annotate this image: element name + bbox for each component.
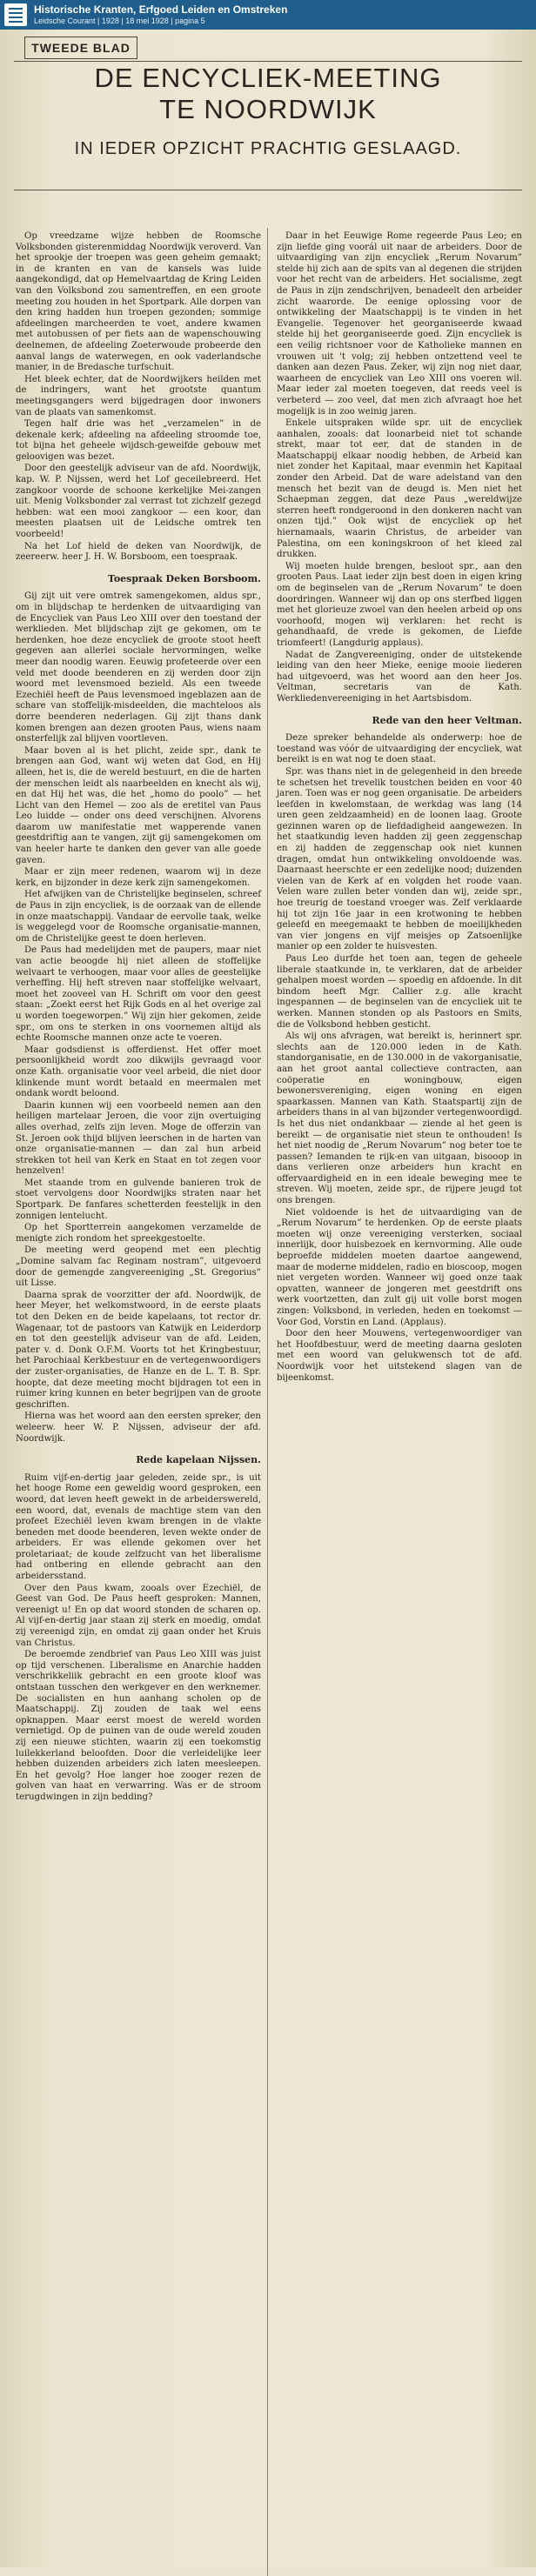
paragraph: Nadat de Zangvereeniging, onder de uitstekende leiding van den heer Mieke, eenige mooie liederen had uitgevoerd, was het woord aan den heer Jos. Veltman, secretaris van de Kath. Werkliedenvereeniging in het Aartsbisdom. — [277, 650, 522, 704]
paragraph: Het bleek echter, dat de Noordwijkers heilden met de indringers, want het grootste quantum meetingsgangers werd bijgedragen door inwoners van de plaats van samenkomst. — [16, 374, 261, 417]
headline-line-1: DE ENCYCLIEK-MEETING — [94, 63, 442, 93]
viewer-header — [0, 0, 536, 30]
viewer-subtitle: Leidsche Courant | 1928 | 18 mei 1928 | pagina 5 — [34, 17, 205, 25]
paragraph: Maar er zijn meer redenen, waarom wij in deze kerk, en bijzonder in deze kerk zijn samengekomen. — [16, 867, 261, 888]
paragraph: Op vreedzame wijze hebben de Roomsche Volksbonden gisterenmiddag Noordwijk veroverd. Van het sprookje der troepen was geen geheim gemaakt; in de kranten en van de kansels was luide aangekondigd, dat op Hemelvaartdag de Kring Leiden van den Volksbond zou samentreffen, en een groote meeting zou houden in het Sportpark. Alle dorpen van den kring hadden hun troepen gezonden; sommige afdeelingen marcheerden te voet, andere kwamen met autobussen of per fiets aan de wapenschouwing deelnemen, de afdeeling Zoeterwoude probeerde den aanval langs de waterwegen, en ook vaderlandsche manier, in de Bredasche turfschuit. — [16, 231, 261, 373]
left-column — [16, 231, 261, 1805]
paragraph: Met staande trom en gulvende banieren trok de stoet vervolgens door Noordwijks straten naar het Sportpark. De fanfares schetterden feestelijk in den zonnigen lentelucht. — [16, 1178, 261, 1221]
subheading: Rede kapelaan Nijssen. — [136, 1454, 261, 1466]
paragraph: Na het Lof hield de deken van Noordwijk, de zeereerw. heer J. H. W. Borsboom, een toespraak. — [16, 541, 261, 563]
paragraph: Daar in het Eeuwige Rome regeerde Paus Leo; en zijn liefde ging voorál uit naar de arbeiders. Door de uitvaardiging van zijn encycliek „Rerum Novarum” stelde hij zich aan de spits van al degenen die strijden voor het recht van de arbeiders. Het socialisme, zegt de Paus in zijn zendschrijven, benadeelt den arbeider zicht waarorde. De eenige oplossing voor de ontwikkeling der Maatschappij is te vinden in het Evangelie. Tegenover het georganiseerde kwaad stelde hij het georganiseerde goed. Zijn encycliek is een veilig richtsnoer voor de Katholieke mannen en vrouwen uit 't volg; zij hebben ontzettend veel te danken aan dezen Paus. Zeker, wij zijn nog niet daar, waarheen de encycliek van Leo XIII ons voeren wil. Maar ieder zal moeten toegeven, dat reeds veel is verbeterd — zoo veel, dat men zich afvraagt hoe het mogelijk is in zoo weinig jaren. — [277, 231, 522, 417]
headline-block — [0, 63, 536, 160]
paragraph: Maar godsdienst is offerdienst. Het offer moet persoonlijkheid wordt zoo dikwijls gevraagd voor onze Kath. organisatie voor veel arbeid, die niet door klinkende munt wordt betaald en meermalen met ondank wordt beloond. — [16, 1044, 261, 1099]
paragraph: Door den heer Mouwens, vertegenwoordiger van het Hoofdbestuur, werd de meeting daarna gesloten met een woord van gelukwensch tot de afd. Noordwijk voor het uitstekend slagen van de bijeenkomst. — [277, 1329, 522, 1383]
paragraph: Daarna sprak de voorzitter der afd. Noordwijk, de heer Meyer, het welkomstwoord, in de eerste plaats tot den Deken en de beide kapelaans, tot rector dr. Wagenaar, tot de pastoors van Katwijk en Leiderdorp en tot den geestelijk adviseur van de afd. Leiden, pater v. d. Donk O.F.M. Voorts tot het Kringbestuur, het Parochiaal Kerkbestuur en de vertegenwoordigers der zuster-organisaties, de Hanze en de L. T. B. Spr. hoopte, dat deze meeting mocht bijdragen tot een in ruimer kring kunnen en beter begrijpen van de groote geschriften. — [16, 1290, 261, 1410]
column-divider — [267, 228, 268, 2576]
section-label: TWEEDE BLAD — [24, 37, 137, 59]
paragraph: Enkele uitspraken wilde spr. uit de encycliek aanhalen, zooals: dat loonarbeid niet tot schande strekt, maar tot eer, dat de standen in de Maatschappij elkaar noodig hebben, de Arbeid kan niet zonder het Kapitaal, maar evenmin het Kapitaal zonder den Arbeid. Dat de ware adelstand van den mensch het bezit van de deugd is. Men niet het Schaepman zeggen, dat deze Paus „wereldwijze sterren heeft rondgeroond in den donkeren nacht van onzen tijd.” Ook wijst de encycliek op het hiernamaals, waarin Christus, de arbeider van Palestina, om een koningskroon of het kleed zal drukken. — [277, 418, 522, 560]
paragraph: Maar boven al is het plicht, zeide spr., dank te brengen aan God, want wij weten dat God, en Hij alleen, het is, die de wereld bestuurt, en die de harten der menschen leidt als naarbeelden en knecht als wij, en dat Hij het was, die het „homo do poolo” — het Licht van den Hemel — zoo als de eretitel van Paus Leo luidde — onder ons deed verschijnen. Alvorens daarom uw manifestatie met wapperende vanen geestdriftig aan te vangen, zijt gij samengekomen om van heeler harte te danken den gever van alle goede gaven. — [16, 745, 261, 865]
paragraph: Gij zijt uit vere omtrek samengekomen, aldus spr., om in blijdschap te herdenken de uitvaardiging van de Encycliek van Paus Leo XIII over den toestand der werklieden. Met blijdschap zijt ge gekomen, om te herdenken, hoe deze encycliek de groote stoot heeft gegeven aan allerlei sociale hervormingen, welke meer dan noodig waren. Eeuwig profeteerde over een veld met doode beenderen en zij werden door zijn woord met levensmoed bezield. Als een tweede Ezechiël heeft de Paus levensmoed ingeblazen aan de schare van stoffelijk-misdeelden, die machteloos als dorre beenderen nederlagen. Gij zijt thans dank komen brengen aan dezen grooten Paus, wiens naam onsterfelijk zal blijven voortleven. — [16, 591, 261, 744]
paragraph: Op het Sportterrein aangekomen verzamelde de menigte zich rondom het spreekgestoelte. — [16, 1223, 261, 1244]
paragraph: Hierna was het woord aan den eersten spreker, den weleerw. heer W. P. Nijssen, adviseur der afd. Noordwijk. — [16, 1411, 261, 1444]
paragraph: De Paus had medelijden met de paupers, maar niet van actie beoogde hij niet alleen de stoffelijke welvaart te verhoogen, maar voor alles de geestelijke verheffing. Hij heft streven naar stoffelijke welvaart, moet het zooveel van H. Schrift om voor den geest staan: „Zoekt eerst het Rijk Gods en al het overige zal u worden toegeworpen.” Wij zijn hier gekomen, zeide spr., om ons te sterken in ons voornemen altijd als echte Roomsche mannen onze acte te voeren. — [16, 945, 261, 1044]
paragraph: Paus Leo durfde het toen aan, tegen de geheele liberale staatkunde in, te verklaren, dat de arbeider gehalpen moest worden — spoedig en afdoende. In dit bindom heeft Mgr. Callier z.g. alle kracht ingespannen — de beginselen van de encycliek uit te werken. Mannen stonden op als Pastoors en Smits, die de Volksbond hebben gesticht. — [277, 954, 522, 1030]
paragraph: Niet voldoende is het de uitvaardiging van de „Rerum Novarum” te herdenken. Op de eerste plaats moeten wij onze vereeniging versterken, sociaal innerlijk, door huisbezoek en kernvorming. Alle oude beproefde middelen moeten daartoe aangewend, maar de moderne middelen, radio en bioscoop, mogen niet vergeten worden. Wanneer wij goed onze taak opvatten, wanneer de jongeren met geestdrift ons werk voortzetten, dan zult gij uit volle borst mogen zingen: Volksbond, in verleden, heden en toekomst — Voor God, Vorstin en Land. (Applaus). — [277, 1207, 523, 1327]
newspaper-page — [0, 30, 536, 2567]
headline-subtitle: IN IEDER OPZICHT PRACHTIG GESLAAGD. — [74, 139, 462, 158]
subheading: Rede van den heer Veltman. — [372, 714, 522, 726]
paragraph: Tegen half drie was het „verzamelen” in de dekenale kerk; afdeeling na afdeeling stroomde toe, tot bijna het geheele wijdsch-geweifde gebouw met geloovigen was bezet. — [16, 419, 261, 462]
paragraph: De beroemde zendbrief van Paus Leo XIII was juist op tijd verschenen. Liberalisme en Anarchie hadden verschrikkeliik gebracht en een groote kloof was ontstaan tusschen den werkgever en den werknemer. De socialisten en hun aanhang scholen op de Maatschappij. Zij zouden de taak wel eens opknappen. Maar eerst moest de wereld worden vernietigd. Op de puinen van de oude wereld zouden zij een nieuwe stichten, waarin zij een toekomstig luilekkerland beloofden. Door die verleidelijke leer hebben duizenden arbeiders zich laten meesleepen. En het gevolg? Hoe langer hoe zooger rezen de golven van haat en verwarring. Was er de stroom terugdwingen in zijn bedding? — [16, 1650, 261, 1802]
paragraph: Wij moeten hulde brengen, besloot spr., aan den grooten Paus. Laat ieder zijn best doen in eigen kring om de beginselen van de „Rerum Novarum” te doen doordringen. Wanneer wij dan op ons sterfbed liggen met het glorieuze zwoel van den heelen arbeid op ons voorhoofd, mogen wij verklaren: het recht is gehandhaafd, de vrede is gekomen, de Liefde triomfeert! (Langdurig applaus). — [277, 561, 522, 648]
paragraph: Spr. was thans niet in de gelegenheid in den breede te schetsen het trevelik toustchen beiden en voor 40 jaren. Toen was er nog geen organisatie. De arbeiders leefden in kwelomstaan, de werkdag was lang (14 uren geen zeldzaamheid) en de loonen laag. Groote gezinnen waren op de liefdadigheid aangewezen. In het staatkundig leven hadden zij geen zeggenschap en zij hadden de zeggenschap ook niet kunnen dragen, omdat hun ontwikkeling onvoldoende was. Daarnaast heerschte er een zedelijke nood; duizenden vielen van de Kerk af en volgden het roode vaan. Velen ware zullen beter vonden dan wij, zeide spr., hoe treurig de toestand vroeger was. Zelf verklaarde hij tot zijn 16e jaar in een krotwoning te hebben geleefd en meegemaakt te hebben de moeilijkheden van vier jongens en vijf meisjes op Zatsoenlijke manier op een zolder te huisvesten. — [277, 766, 522, 952]
paragraph: Als wij ons afvragen, wat bereikt is, herinnert spr. slechts aan de 120.000 leden in de Kath. standorganisatie, en de 130.000 in de vakorganisatie, aan het groot aantal collectieve contracten, aan coöperatie en woningbouw, eigen bewonersvereniging, eigen woning en eigen spaarkassen. Mannen van Kath. Staatspartij zijn de arbeiders thans in al van bijzonder vertegenwoordigd. Is het dus niet ondankbaar — ziende al het geen is bereikt — de organisatie niet steun te onthouden! Is het niet noodig de „Rerum Novarum” nog beter toe te passen? Iemanden te rijk-en van uitgaan, bisooop in dans verlieren onze arbeiders hun kracht en offervaardigheid en in een ideale beweging mee te streven. Wij moeten, zeide spr., de rijpere jeugd tot ons brengen. — [277, 1031, 522, 1206]
paragraph: Over den Paus kwam, zooals over Ezechiël, de Geest van God. De Paus heeft gesproken: Mannen, vereenigt u! En op dat woord stonden de scharen op. Al vijf-en-dertig jaar staan zij sterk en moedig, omdat zij vereenigd zijn, en omdat zij gaan onder het Kruis van Christus. — [16, 1583, 261, 1648]
subheading: Toespraak Deken Borsboom. — [107, 572, 261, 584]
paragraph: Deze spreker behandelde als onderwerp: hoe de toestand was vóór de uitvaardiging der encycliek, wat bereikt is en wat nog te doen staat. — [277, 733, 522, 765]
viewer-title: Historische Kranten, Erfgoed Leiden en Omstreken — [34, 3, 288, 16]
right-column — [277, 231, 522, 1385]
header-rule-top — [14, 61, 522, 62]
headline-line-2: TE NOORDWIJK — [159, 94, 377, 124]
paragraph: Het afwijken van de Christelijke beginselen, schreef de Paus in zijn encycliek, is de oorzaak van de ellende in onze maatschappij. Vandaar de eervolle taak, welke is weggelegd voor de Roomsche organisatie-mannen, om de Christelijke geest te doen herleven. — [16, 890, 261, 944]
paragraph: Ruim vijf-en-dertig jaar geleden, zeide spr., is uit het hooge Rome een geweldig woord gesproken, een woord, dat leven heeft gewekt in de arbeiderswereld, een woord, dat, evenals de machtige stem van den profeet Ezechiël leven kwam brengen in de vlakte beneden met doode beenderen, leven wekte onder de arbeiders. Er was ellende gekomen over het proletariaat; de koude zelfzucht van het liberalisme had ontbering en ellende gebracht aan den arbeidersstand. — [16, 1472, 261, 1582]
newspaper-logo-icon[interactable] — [4, 3, 27, 26]
paragraph: De meeting werd geopend met een plechtig „Domine salvam fac Reginam nostram”, uitgevoerd door de gemengde zangvereeniging „St. Gregorius” uit Lisse. — [16, 1245, 261, 1289]
paragraph: Door den geestelijk adviseur van de afd. Noordwijk, kap. W. P. Nijssen, werd het Lof geceilebreerd. Het zangkoor voorde de schoone kerkelijke Mei-zangen uit. Menig Volksbonder zal verrast tot zichzelf gezegd hebben: wat een mooi zangkoor — een koor, dan meesten plaatsen uit de Leidsche omtrek ten voorbeeld! — [16, 464, 261, 540]
paragraph: Daarin kunnen wij een voorbeeld nemen aan den heiligen martelaar Jeroen, die voor zijn overtuiging alles overhad, zelfs zijn leven. Moge de offerzin van St. Jeroen ook thijd blijven leerschen in de harten van onze organisatie-mannen — dan zal hun arbeid strekken tot heil van Kerk en Staat en tot zegen voor henzelven! — [16, 1100, 261, 1177]
